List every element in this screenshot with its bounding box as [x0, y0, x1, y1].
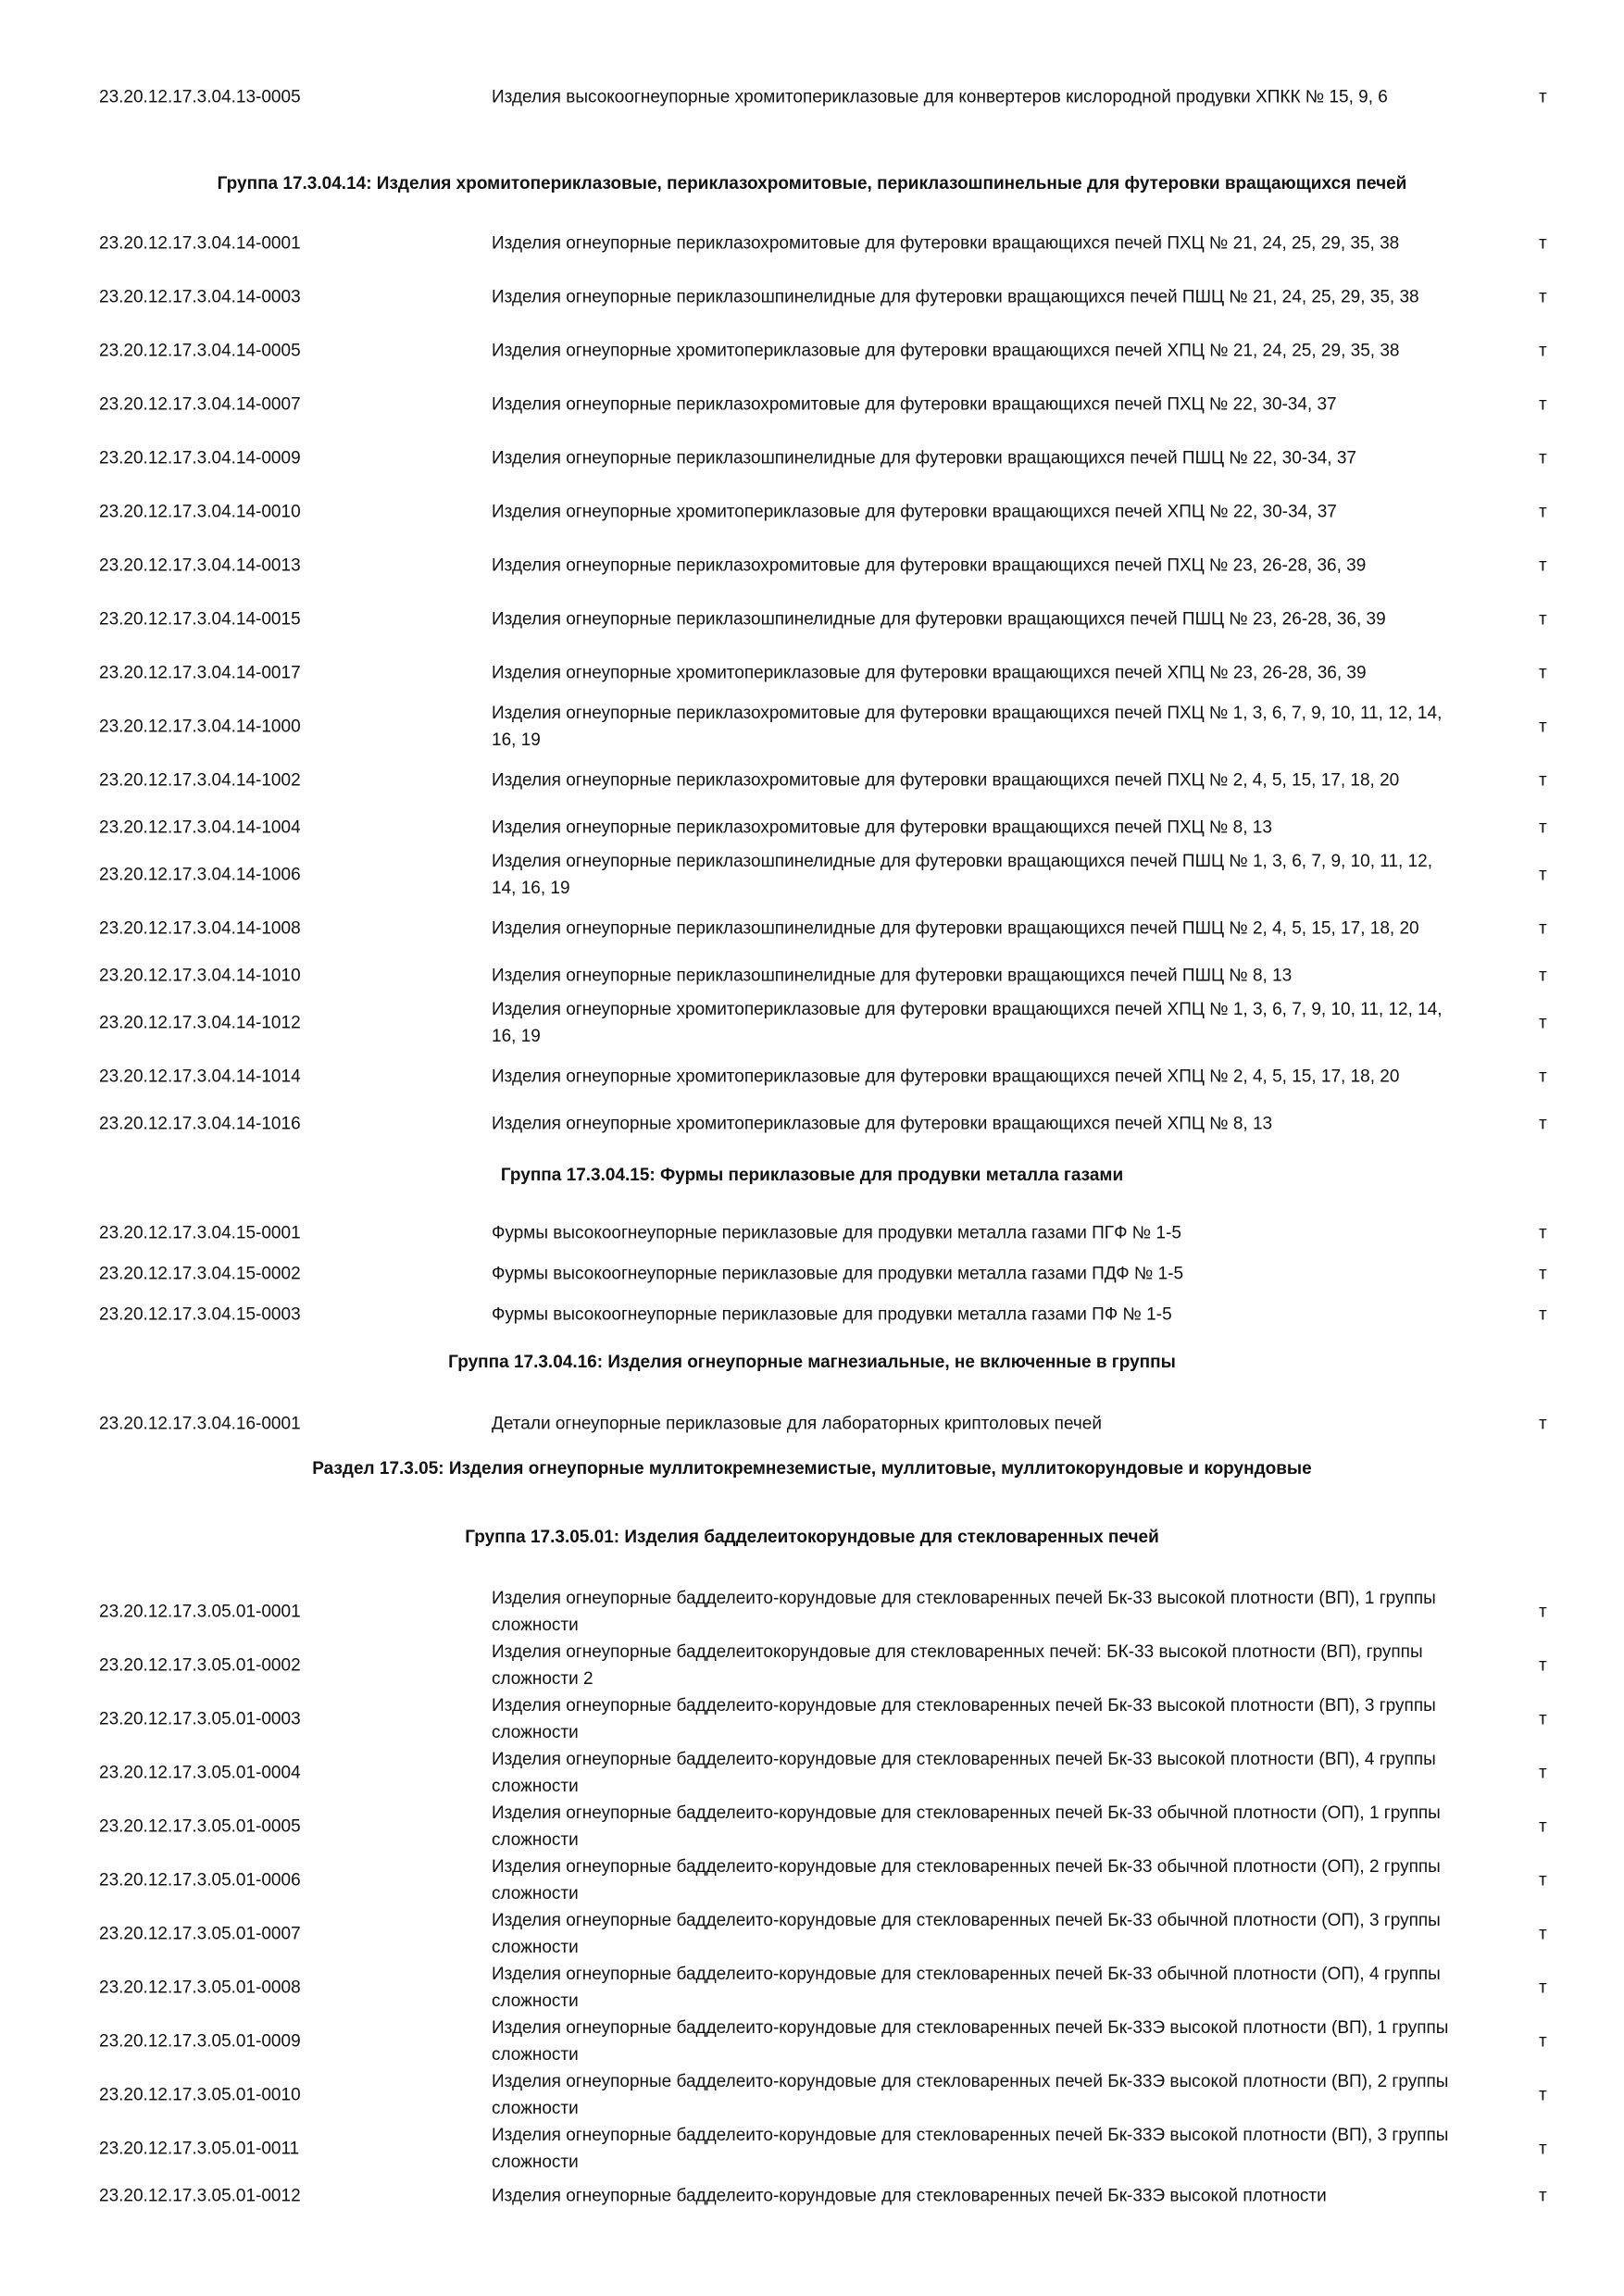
row-code: 23.20.12.17.3.05.01-0002	[99, 1655, 301, 1676]
table-row	[0, 270, 1624, 324]
row-code: 23.20.12.17.3.04.14-0001	[99, 233, 301, 254]
row-unit: т	[1539, 1655, 1547, 1676]
row-code: 23.20.12.17.3.04.14-0013	[99, 555, 301, 576]
row-code: 23.20.12.17.3.04.14-0010	[99, 502, 301, 522]
row-name: Фурмы высокоогнеупорные периклазовые для продувки металла газами ПФ № 1-5	[492, 1304, 1172, 1325]
table-row	[0, 1585, 1624, 1639]
row-code: 23.20.12.17.3.04.14-1006	[99, 865, 301, 885]
table-row	[0, 902, 1624, 955]
row-name: Изделия огнеупорные периклазохромитовые для футеровки вращающихся печей ПХЦ № 21, 24, 25, 29, 35, 38	[492, 233, 1400, 254]
row-code: 23.20.12.17.3.04.14-0003	[99, 287, 301, 307]
table-row	[0, 1853, 1624, 1907]
row-unit: т	[1539, 1763, 1547, 1783]
table-row	[0, 1746, 1624, 1800]
row-name: Изделия огнеупорные периклазошпинелидные для футеровки вращающихся печей ПШЦ № 2, 4, 5, 15, 17, 18, 20	[492, 918, 1419, 939]
table-row	[0, 1254, 1624, 1294]
row-code: 23.20.12.17.3.04.14-0015	[99, 609, 301, 630]
table-row	[0, 539, 1624, 593]
row-unit: т	[1539, 966, 1547, 986]
row-code: 23.20.12.17.3.05.01-0010	[99, 2085, 301, 2105]
table-row	[0, 593, 1624, 646]
table-row	[0, 2176, 1624, 2216]
table-row	[0, 324, 1624, 378]
table-row	[0, 485, 1624, 539]
row-unit: т	[1539, 555, 1547, 576]
table-row	[0, 1907, 1624, 1961]
row-code: 23.20.12.17.3.05.01-0001	[99, 1602, 301, 1622]
row-unit: т	[1539, 663, 1547, 683]
row-name: Изделия огнеупорные бадделеито-корундовые для стекловаренных печей Бк-33 высокой плотности (ВП), 4 группы сложности	[492, 1750, 1436, 1796]
row-unit: т	[1539, 918, 1547, 939]
table-row	[0, 1639, 1624, 1692]
row-unit: т	[1539, 770, 1547, 791]
row-name: Изделия высокоогнеупорные хромитопериклазовые для конвертеров кислородной продувки ХПКК № 15, 9, 6	[492, 87, 1388, 107]
group-heading-17-3-04-15: Группа 17.3.04.15: Фурмы периклазовые для продувки металла газами	[500, 1166, 1124, 1185]
row-code: 23.20.12.17.3.05.01-0011	[99, 2139, 300, 2159]
row-unit: т	[1539, 865, 1547, 885]
table-row	[0, 1104, 1624, 1144]
row-name: Изделия огнеупорные бадделеитокорундовые для стекловаренных печей: БК-33 высокой плотности (ВП), группы сложности 2	[492, 1642, 1423, 1689]
row-name: Изделия огнеупорные хромитопериклазовые для футеровки вращающихся печей ХПЦ № 21, 24, 25, 29, 35, 38	[492, 341, 1400, 361]
table-row	[0, 996, 1624, 1050]
row-unit: т	[1539, 1114, 1547, 1134]
row-code: 23.20.12.17.3.05.01-0009	[99, 2031, 301, 2052]
row-name: Изделия огнеупорные хромитопериклазовые для футеровки вращающихся печей ХПЦ № 23, 26-28, 36, 39	[492, 663, 1367, 683]
table-row	[0, 378, 1624, 431]
row-name: Изделия огнеупорные периклазошпинелидные для футеровки вращающихся печей ПШЦ № 21, 24, 25, 29, 35, 38	[492, 287, 1419, 307]
row-unit: т	[1539, 1816, 1547, 1837]
row-code: 23.20.12.17.3.04.14-1014	[99, 1067, 301, 1087]
row-name: Изделия огнеупорные бадделеито-корундовые для стекловаренных печей Бк-33 высокой плотности (ВП), 3 группы сложности	[492, 1696, 1436, 1742]
row-unit: т	[1539, 817, 1547, 838]
row-code: 23.20.12.17.3.04.14-1004	[99, 817, 301, 838]
row-unit: т	[1539, 1924, 1547, 1944]
row-code: 23.20.12.17.3.04.14-1008	[99, 918, 301, 939]
row-unit: т	[1539, 394, 1547, 415]
row-code: 23.20.12.17.3.04.14-0009	[99, 448, 301, 468]
row-unit: т	[1539, 87, 1547, 107]
row-name: Изделия огнеупорные периклазохромитовые для футеровки вращающихся печей ПХЦ № 1, 3, 6, 7, 9, 10, 11, 12, 14, 16, 19	[492, 704, 1443, 750]
row-name: Изделия огнеупорные хромитопериклазовые для футеровки вращающихся печей ХПЦ № 8, 13	[492, 1114, 1273, 1134]
row-code: 23.20.12.17.3.04.14-1016	[99, 1114, 301, 1134]
row-unit: т	[1539, 448, 1547, 468]
row-name: Изделия огнеупорные периклазохромитовые для футеровки вращающихся печей ПХЦ № 23, 26-28, 36, 39	[492, 555, 1367, 576]
table-row	[0, 2122, 1624, 2176]
row-name: Изделия огнеупорные бадделеито-корундовые для стекловаренных печей Бк-33 обычной плотности (ОП), 3 группы сложности	[492, 1911, 1441, 1957]
row-unit: т	[1539, 1602, 1547, 1622]
row-name: Детали огнеупорные периклазовые для лабораторных криптоловых печей	[492, 1414, 1102, 1434]
row-unit: т	[1539, 1709, 1547, 1729]
row-code: 23.20.12.17.3.05.01-0003	[99, 1709, 301, 1729]
row-unit: т	[1539, 233, 1547, 254]
table-row	[0, 1404, 1624, 1444]
row-name: Изделия огнеупорные периклазохромитовые для футеровки вращающихся печей ПХЦ № 2, 4, 5, 15, 17, 18, 20	[492, 770, 1400, 791]
row-unit: т	[1539, 341, 1547, 361]
table-row	[0, 848, 1624, 902]
row-name: Изделия огнеупорные периклазохромитовые для футеровки вращающихся печей ПХЦ № 22, 30-34, 37	[492, 394, 1337, 415]
row-unit: т	[1539, 1414, 1547, 1434]
table-row	[0, 646, 1624, 700]
table-row	[0, 217, 1624, 270]
row-name: Изделия огнеупорные периклазохромитовые для футеровки вращающихся печей ПХЦ № 8, 13	[492, 817, 1272, 838]
row-code: 23.20.12.17.3.04.14-1000	[99, 717, 301, 737]
row-code: 23.20.12.17.3.05.01-0008	[99, 1978, 301, 1998]
row-unit: т	[1539, 2186, 1547, 2206]
table-row	[0, 2015, 1624, 2068]
row-name: Изделия огнеупорные бадделеито-корундовые для стекловаренных печей Бк-33Э высокой плотности (ВП), 3 группы сложности	[492, 2126, 1449, 2172]
row-name: Изделия огнеупорные бадделеито-корундовые для стекловаренных печей Бк-33 обычной плотности (ОП), 4 группы сложности	[492, 1965, 1441, 2011]
table-row	[0, 807, 1624, 848]
section-heading-17-3-05: Раздел 17.3.05: Изделия огнеупорные муллитокремнеземистые, муллитовые, муллитокорундовые и корундовые	[312, 1459, 1312, 1479]
table-row	[0, 1692, 1624, 1746]
row-unit: т	[1539, 2031, 1547, 2052]
row-code: 23.20.12.17.3.05.01-0007	[99, 1924, 301, 1944]
row-code: 23.20.12.17.3.04.16-0001	[99, 1414, 301, 1434]
table-row	[0, 1294, 1624, 1335]
row-code: 23.20.12.17.3.05.01-0004	[99, 1763, 301, 1783]
row-code: 23.20.12.17.3.04.13-0005	[99, 87, 301, 107]
row-unit: т	[1539, 609, 1547, 630]
group-heading-17-3-05-01: Группа 17.3.05.01: Изделия бадделеитокорундовые для стекловаренных печей	[465, 1528, 1159, 1547]
section-heading: Группа 17.3.04.14: Изделия хромитопериклазовые, периклазохромитовые, периклазошпинельные для футеровки вращающихся печей	[217, 174, 1407, 193]
row-name: Изделия огнеупорные периклазошпинелидные для футеровки вращающихся печей ПШЦ № 1, 3, 6, 7, 9, 10, 11, 12, 14, 16, 19	[492, 852, 1432, 898]
table-row	[0, 2068, 1624, 2122]
row-unit: т	[1539, 1264, 1547, 1284]
row-code: 23.20.12.17.3.05.01-0005	[99, 1816, 301, 1837]
row-name: Изделия огнеупорные бадделеито-корундовые для стекловаренных печей Бк-33Э высокой плотности (ВП), 2 группы сложности	[492, 2072, 1449, 2118]
row-code: 23.20.12.17.3.04.15-0003	[99, 1304, 301, 1325]
row-unit: т	[1539, 1013, 1547, 1033]
table-row	[0, 754, 1624, 807]
row-code: 23.20.12.17.3.04.15-0002	[99, 1264, 301, 1284]
row-code: 23.20.12.17.3.05.01-0006	[99, 1870, 301, 1890]
row-name: Изделия огнеупорные периклазошпинелидные для футеровки вращающихся печей ПШЦ № 23, 26-28, 36, 39	[492, 609, 1386, 630]
row-name: Фурмы высокоогнеупорные периклазовые для продувки металла газами ПДФ № 1-5	[492, 1264, 1184, 1284]
row-unit: т	[1539, 1870, 1547, 1890]
row-code: 23.20.12.17.3.04.14-1012	[99, 1013, 301, 1033]
row-code: 23.20.12.17.3.04.14-0007	[99, 394, 301, 415]
row-name: Изделия огнеупорные бадделеито-корундовые для стекловаренных печей Бк-33Э высокой плотности	[492, 2186, 1327, 2206]
row-code: 23.20.12.17.3.04.14-0005	[99, 341, 301, 361]
table-row	[0, 700, 1624, 754]
row-code: 23.20.12.17.3.04.14-1010	[99, 966, 301, 986]
row-code: 23.20.12.17.3.04.14-0017	[99, 663, 301, 683]
table-row	[0, 1050, 1624, 1104]
group-heading-17-3-04-16: Группа 17.3.04.16: Изделия огнеупорные магнезиальные, не включенные в группы	[448, 1353, 1176, 1372]
row-unit: т	[1539, 2139, 1547, 2159]
row-code: 23.20.12.17.3.05.01-0012	[99, 2186, 301, 2206]
row-unit: т	[1539, 2085, 1547, 2105]
table-row	[0, 1800, 1624, 1853]
table-row	[0, 1961, 1624, 2015]
row-unit: т	[1539, 1304, 1547, 1325]
row-unit: т	[1539, 1223, 1547, 1243]
row-unit: т	[1539, 717, 1547, 737]
row-code: 23.20.12.17.3.04.15-0001	[99, 1223, 301, 1243]
row-name: Фурмы высокоогнеупорные периклазовые для продувки металла газами ПГФ № 1-5	[492, 1223, 1181, 1243]
row-name: Изделия огнеупорные хромитопериклазовые для футеровки вращающихся печей ХПЦ № 22, 30-34, 37	[492, 502, 1337, 522]
table-row	[0, 1213, 1624, 1254]
row-name: Изделия огнеупорные бадделеито-корундовые для стекловаренных печей Бк-33 высокой плотности (ВП), 1 группы сложности	[492, 1589, 1436, 1635]
table-row	[0, 955, 1624, 996]
row-name: Изделия огнеупорные бадделеито-корундовые для стекловаренных печей Бк-33 обычной плотности (ОП), 1 группы сложности	[492, 1803, 1441, 1850]
row-code: 23.20.12.17.3.04.14-1002	[99, 770, 301, 791]
row-unit: т	[1539, 502, 1547, 522]
row-unit: т	[1539, 1978, 1547, 1998]
table-row	[0, 431, 1624, 485]
row-name: Изделия огнеупорные бадделеито-корундовые для стекловаренных печей Бк-33 обычной плотности (ОП), 2 группы сложности	[492, 1857, 1441, 1903]
page-first-row	[0, 70, 1624, 124]
row-name: Изделия огнеупорные хромитопериклазовые для футеровки вращающихся печей ХПЦ № 2, 4, 5, 15, 17, 18, 20	[492, 1067, 1400, 1087]
row-name: Изделия огнеупорные периклазошпинелидные для футеровки вращающихся печей ПШЦ № 22, 30-34, 37	[492, 448, 1356, 468]
row-unit: т	[1539, 287, 1547, 307]
row-name: Изделия огнеупорные периклазошпинелидные для футеровки вращающихся печей ПШЦ № 8, 13	[492, 966, 1293, 986]
row-unit: т	[1539, 1067, 1547, 1087]
row-name: Изделия огнеупорные хромитопериклазовые для футеровки вращающихся печей ХПЦ № 1, 3, 6, 7, 9, 10, 11, 12, 14, 16, 19	[492, 1000, 1443, 1046]
row-name: Изделия огнеупорные бадделеито-корундовые для стекловаренных печей Бк-33Э высокой плотности (ВП), 1 группы сложности	[492, 2018, 1449, 2065]
